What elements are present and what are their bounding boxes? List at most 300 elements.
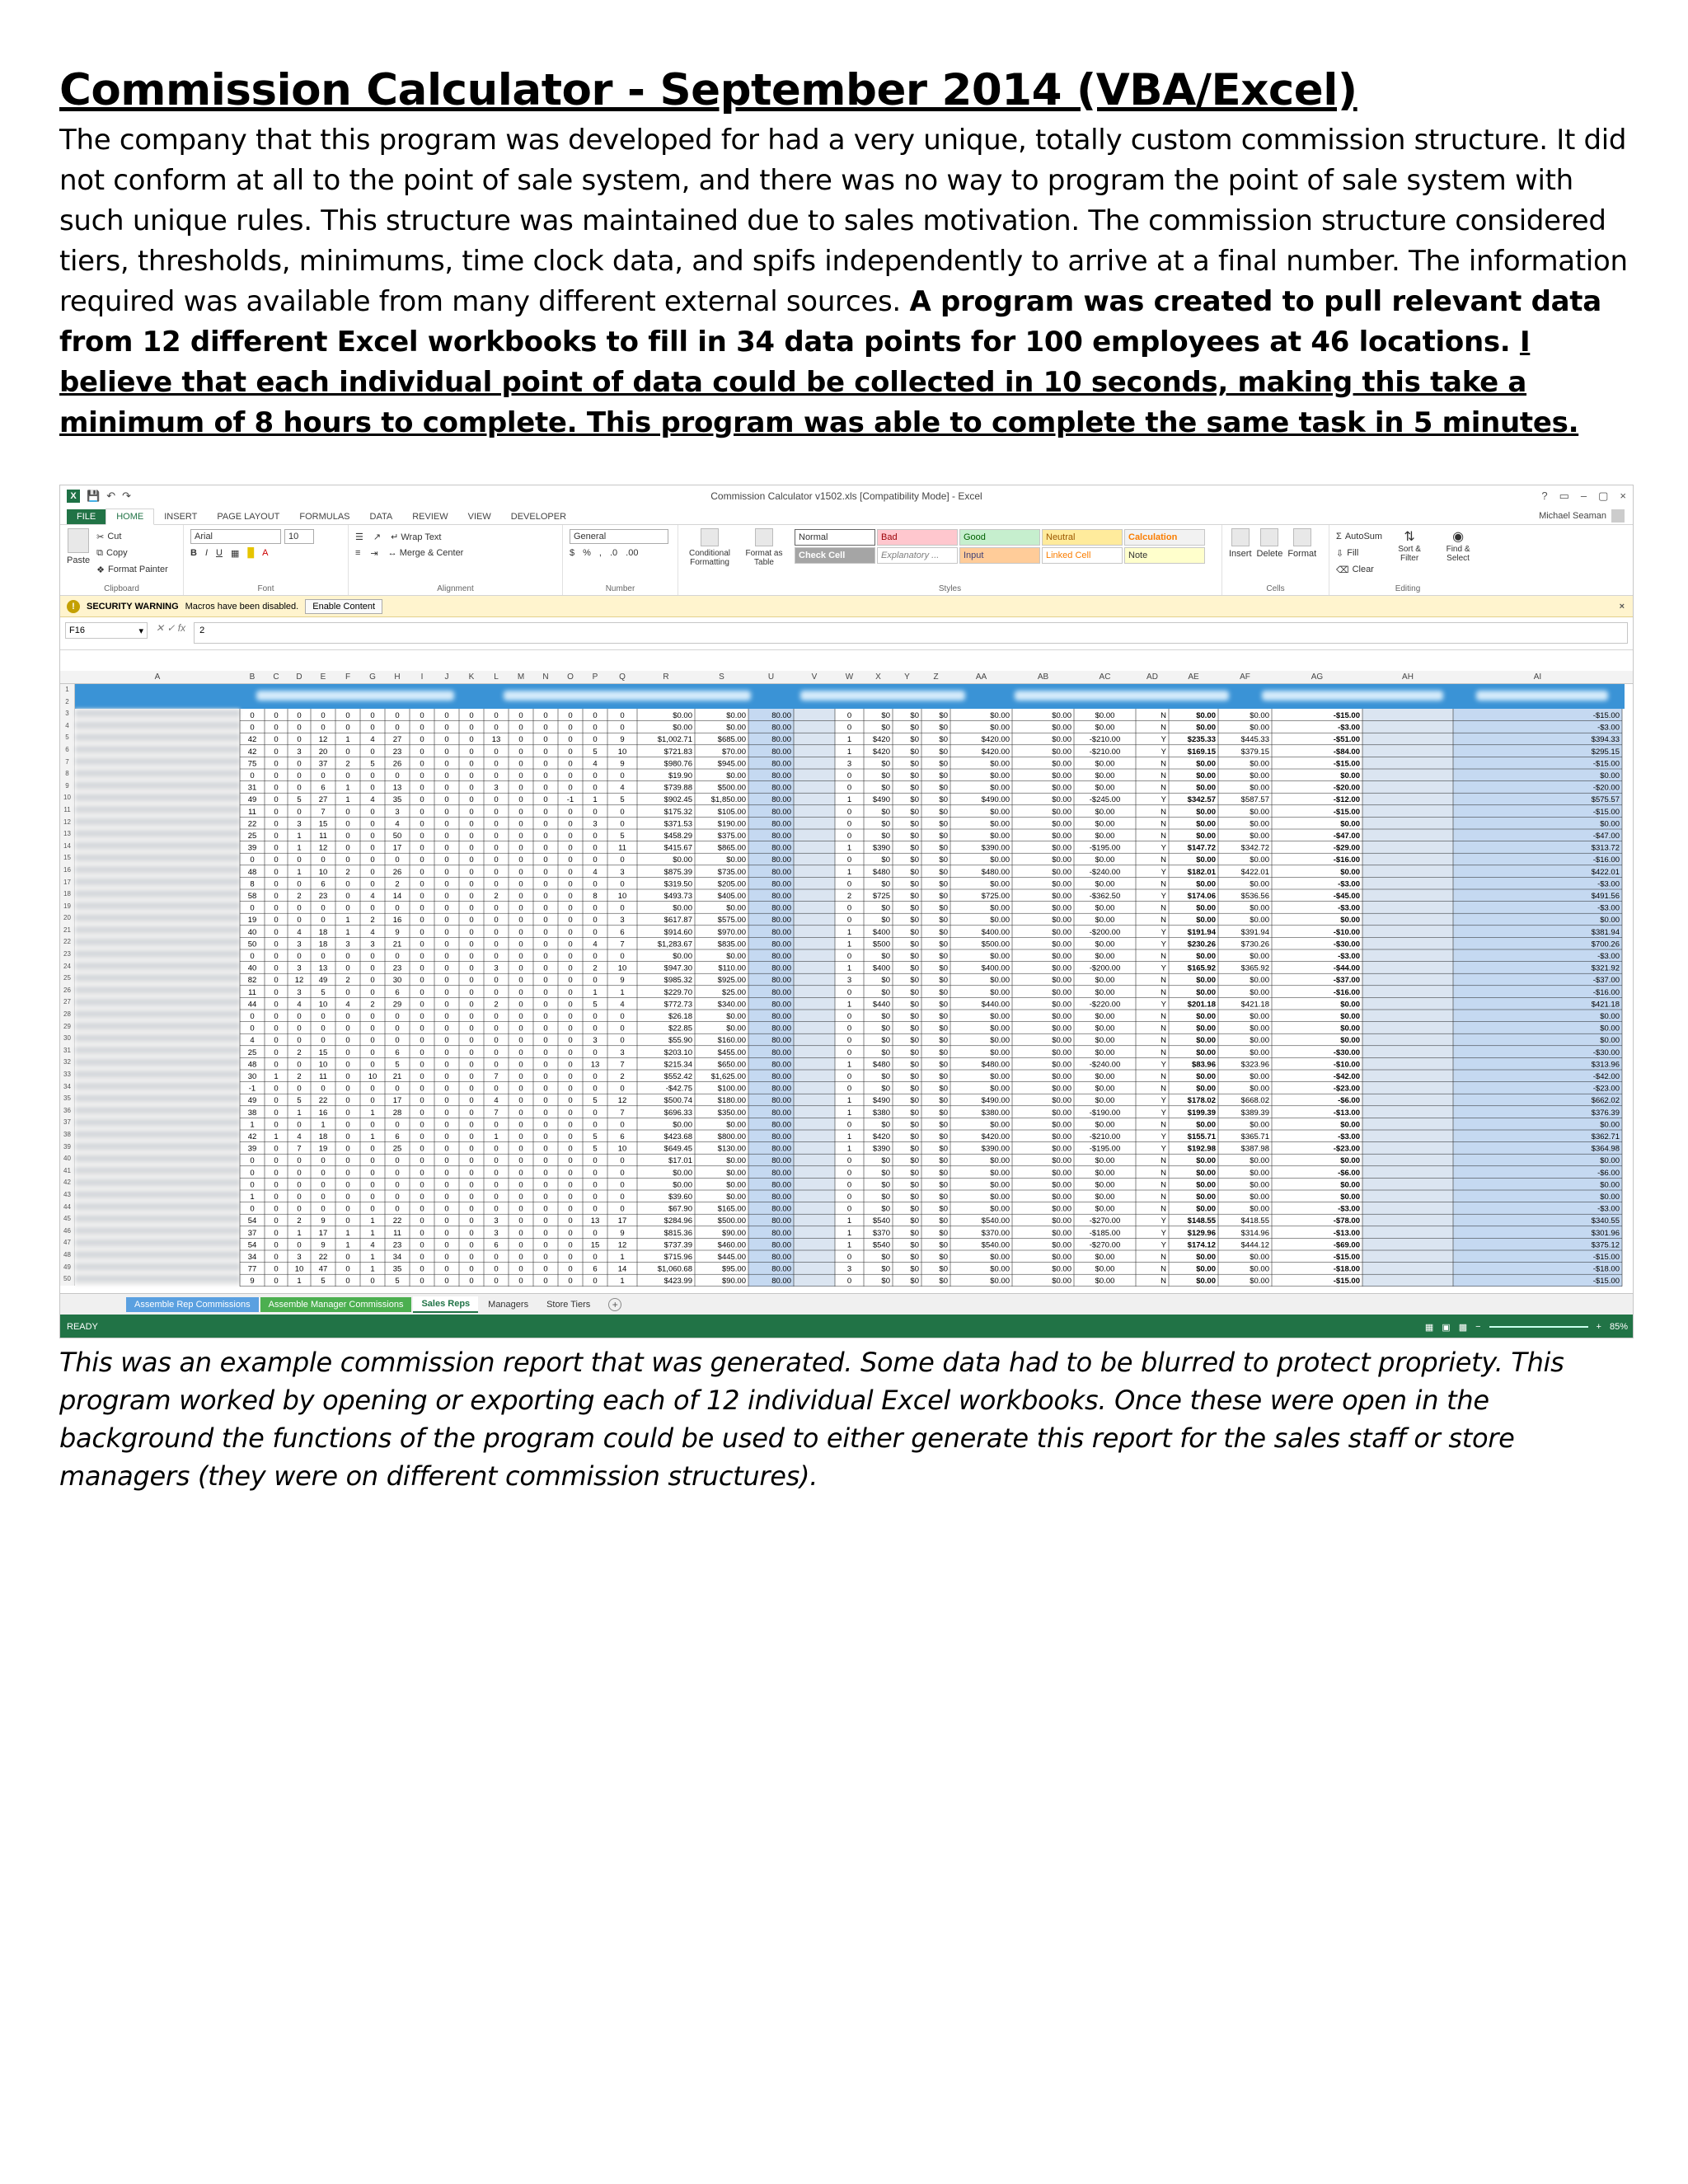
- table-cell[interactable]: 17: [617, 1216, 627, 1226]
- table-cell[interactable]: 47: [318, 1264, 328, 1274]
- table-cell[interactable]: $0.00: [990, 1277, 1010, 1286]
- table-cell[interactable]: 2: [593, 963, 598, 973]
- column-header-m[interactable]: M: [517, 673, 525, 682]
- zoom-slider[interactable]: [1489, 1326, 1588, 1328]
- table-cell[interactable]: 0: [345, 843, 350, 853]
- column-header-af[interactable]: AF: [1240, 673, 1250, 682]
- table-cell[interactable]: 0: [543, 1264, 548, 1274]
- table-cell[interactable]: $0.00: [1196, 1120, 1216, 1130]
- close-button[interactable]: ×: [1620, 490, 1626, 502]
- table-cell[interactable]: -$30.00: [1592, 1047, 1620, 1057]
- table-cell[interactable]: $342.57: [1187, 795, 1216, 805]
- copy-button[interactable]: ⧉ Copy: [96, 547, 128, 558]
- table-cell[interactable]: 0: [494, 1024, 499, 1033]
- table-cell[interactable]: $0.00: [1052, 735, 1071, 745]
- sheet-tab-assemble-rep-commissions[interactable]: Assemble Rep Commissions: [126, 1297, 259, 1312]
- table-cell[interactable]: 80.00: [771, 879, 791, 889]
- table-cell[interactable]: $0: [881, 903, 890, 913]
- table-cell[interactable]: 0: [620, 855, 625, 865]
- table-cell[interactable]: 0: [370, 723, 375, 733]
- format-cells-button[interactable]: Format: [1287, 528, 1316, 559]
- table-cell[interactable]: $420.00: [981, 735, 1010, 745]
- table-cell[interactable]: 0: [518, 952, 523, 961]
- table-cell[interactable]: 49: [247, 1096, 257, 1106]
- table-cell[interactable]: 3: [620, 916, 625, 926]
- table-cell[interactable]: $0.00: [726, 1012, 746, 1021]
- table-cell[interactable]: 1: [345, 783, 350, 793]
- column-header-s[interactable]: S: [719, 673, 724, 682]
- table-cell[interactable]: $0: [939, 1060, 948, 1070]
- table-cell[interactable]: $340.55: [1591, 1216, 1620, 1226]
- table-cell[interactable]: 80.00: [771, 1228, 791, 1238]
- table-cell[interactable]: 3: [297, 987, 302, 997]
- table-cell[interactable]: $0.00: [1052, 952, 1071, 961]
- table-cell[interactable]: 1: [846, 1132, 852, 1141]
- table-cell[interactable]: 0: [846, 711, 852, 720]
- table-cell[interactable]: 10: [617, 747, 627, 757]
- table-cell[interactable]: $0.00: [1196, 711, 1216, 720]
- table-cell[interactable]: $0.00: [990, 879, 1010, 889]
- table-cell[interactable]: 0: [518, 843, 523, 853]
- table-cell[interactable]: 0: [846, 987, 852, 997]
- table-cell[interactable]: 0: [593, 843, 598, 853]
- table-cell[interactable]: 0: [543, 976, 548, 986]
- table-cell[interactable]: 7: [494, 1108, 499, 1118]
- table-cell[interactable]: 0: [543, 1168, 548, 1178]
- table-cell[interactable]: 80.00: [771, 903, 791, 913]
- table-cell[interactable]: 0: [518, 903, 523, 913]
- table-cell[interactable]: 0: [420, 807, 424, 817]
- table-cell[interactable]: N: [1160, 1253, 1166, 1262]
- table-cell[interactable]: 0: [494, 1084, 499, 1094]
- table-cell[interactable]: $0.00: [1052, 1277, 1071, 1286]
- table-cell[interactable]: $394.33: [1591, 735, 1620, 745]
- table-cell[interactable]: 48: [247, 1060, 257, 1070]
- table-cell[interactable]: -$23.00: [1333, 1084, 1360, 1094]
- table-cell[interactable]: 6: [395, 1047, 400, 1057]
- table-cell[interactable]: $0.00: [990, 1012, 1010, 1021]
- table-cell[interactable]: 0: [593, 976, 598, 986]
- table-cell[interactable]: 0: [494, 879, 499, 889]
- table-cell[interactable]: 0: [469, 759, 474, 769]
- table-cell[interactable]: 11: [618, 843, 626, 853]
- table-cell[interactable]: $201.18: [1187, 1000, 1216, 1010]
- name-box[interactable]: F16 ▾: [65, 622, 148, 639]
- table-cell[interactable]: -$45.00: [1333, 892, 1360, 901]
- table-cell[interactable]: $0.00: [1340, 916, 1360, 926]
- table-cell[interactable]: 11: [319, 832, 327, 841]
- table-cell[interactable]: -$270.00: [1089, 1240, 1121, 1250]
- row-header[interactable]: 37: [63, 1118, 71, 1127]
- table-cell[interactable]: 0: [345, 879, 350, 889]
- table-cell[interactable]: $26.18: [668, 1012, 692, 1021]
- table-cell[interactable]: $865.00: [717, 843, 746, 853]
- table-cell[interactable]: 0: [274, 903, 279, 913]
- table-cell[interactable]: 0: [846, 1193, 852, 1202]
- table-cell[interactable]: 1: [370, 1253, 375, 1262]
- table-cell[interactable]: 9: [620, 1228, 625, 1238]
- table-cell[interactable]: 80.00: [771, 1180, 791, 1190]
- table-cell[interactable]: -$10.00: [1333, 927, 1360, 937]
- table-cell[interactable]: 0: [543, 1253, 548, 1262]
- table-cell[interactable]: 0: [444, 1168, 449, 1178]
- table-cell[interactable]: 12: [617, 1096, 627, 1106]
- table-cell[interactable]: 0: [543, 723, 548, 733]
- table-cell[interactable]: $0.00: [1196, 832, 1216, 841]
- table-cell[interactable]: $0: [881, 832, 890, 841]
- table-cell[interactable]: $0: [881, 819, 890, 829]
- table-cell[interactable]: $100.00: [717, 1084, 746, 1094]
- table-cell[interactable]: 0: [250, 1024, 255, 1033]
- table-cell[interactable]: $668.02: [1240, 1096, 1269, 1106]
- table-cell[interactable]: 0: [518, 1108, 523, 1118]
- table-cell[interactable]: $0.00: [726, 1168, 746, 1178]
- table-cell[interactable]: $490: [872, 1096, 890, 1106]
- table-cell[interactable]: $696.33: [663, 1108, 692, 1118]
- table-cell[interactable]: $0: [881, 1012, 890, 1021]
- table-cell[interactable]: $540: [872, 1240, 890, 1250]
- row-header[interactable]: 25: [63, 974, 71, 982]
- table-cell[interactable]: 0: [274, 832, 279, 841]
- table-cell[interactable]: $587.57: [1240, 795, 1269, 805]
- table-cell[interactable]: $0.00: [1250, 723, 1269, 733]
- table-cell[interactable]: 0: [345, 952, 350, 961]
- table-cell[interactable]: $0: [881, 711, 890, 720]
- table-cell[interactable]: 9: [620, 759, 625, 769]
- table-cell[interactable]: 7: [297, 1144, 302, 1154]
- table-cell[interactable]: 0: [444, 1012, 449, 1021]
- table-cell[interactable]: 0: [518, 1277, 523, 1286]
- table-cell[interactable]: 0: [846, 783, 852, 793]
- table-cell[interactable]: $0: [939, 1156, 948, 1166]
- table-cell[interactable]: 0: [568, 903, 573, 913]
- table-cell[interactable]: -$240.00: [1089, 867, 1121, 877]
- table-cell[interactable]: N: [1160, 711, 1166, 720]
- table-cell[interactable]: 2: [345, 759, 350, 769]
- row-header[interactable]: 13: [63, 830, 71, 838]
- table-cell[interactable]: 80.00: [771, 892, 791, 901]
- table-cell[interactable]: 0: [469, 807, 474, 817]
- table-cell[interactable]: 2: [494, 892, 499, 901]
- table-cell[interactable]: 0: [494, 916, 499, 926]
- table-cell[interactable]: $0.00: [1196, 1084, 1216, 1094]
- table-cell[interactable]: 5: [395, 1060, 400, 1070]
- table-cell[interactable]: N: [1160, 1024, 1166, 1033]
- table-cell[interactable]: 0: [620, 1120, 625, 1130]
- table-cell[interactable]: $0: [939, 867, 948, 877]
- row-header[interactable]: 32: [63, 1058, 71, 1066]
- table-cell[interactable]: $0.00: [1196, 783, 1216, 793]
- table-cell[interactable]: 0: [444, 1156, 449, 1166]
- table-cell[interactable]: 4: [345, 1000, 350, 1010]
- table-cell[interactable]: $323.96: [1240, 1060, 1269, 1070]
- table-cell[interactable]: N: [1160, 819, 1166, 829]
- table-cell[interactable]: 0: [420, 1084, 424, 1094]
- row-header[interactable]: 14: [63, 841, 71, 850]
- bold-button[interactable]: B: [190, 548, 197, 558]
- table-cell[interactable]: 0: [593, 1277, 598, 1286]
- table-cell[interactable]: $420: [872, 747, 890, 757]
- row-header[interactable]: 12: [63, 818, 71, 826]
- table-cell[interactable]: 0: [297, 855, 302, 865]
- fill-button[interactable]: ⇩ Fill: [1336, 548, 1359, 559]
- table-cell[interactable]: 0: [444, 879, 449, 889]
- table-cell[interactable]: 0: [444, 1253, 449, 1262]
- column-header-p[interactable]: P: [592, 673, 598, 682]
- table-cell[interactable]: 0: [543, 735, 548, 745]
- table-cell[interactable]: 0: [494, 903, 499, 913]
- table-cell[interactable]: $0.00: [1052, 711, 1071, 720]
- table-cell[interactable]: 1: [846, 747, 852, 757]
- table-cell[interactable]: 0: [370, 867, 375, 877]
- table-cell[interactable]: 49: [318, 976, 328, 986]
- table-cell[interactable]: $0: [910, 819, 919, 829]
- table-cell[interactable]: $0.00: [1250, 916, 1269, 926]
- table-cell[interactable]: $375.12: [1591, 1240, 1620, 1250]
- table-cell[interactable]: 0: [370, 952, 375, 961]
- row-header[interactable]: 49: [63, 1263, 71, 1271]
- table-cell[interactable]: 0: [250, 1204, 255, 1214]
- table-cell[interactable]: $0.00: [990, 952, 1010, 961]
- row-header[interactable]: 2: [65, 697, 69, 705]
- table-cell[interactable]: -$13.00: [1333, 1108, 1360, 1118]
- table-cell[interactable]: 4: [370, 735, 375, 745]
- table-cell[interactable]: $0.00: [1095, 1012, 1115, 1021]
- table-cell[interactable]: 0: [543, 1277, 548, 1286]
- table-cell[interactable]: $0.00: [1196, 723, 1216, 733]
- table-cell[interactable]: 0: [395, 1204, 400, 1214]
- table-cell[interactable]: $0.00: [726, 1180, 746, 1190]
- table-cell[interactable]: 0: [543, 1047, 548, 1057]
- table-cell[interactable]: 0: [420, 927, 424, 937]
- table-cell[interactable]: 0: [395, 723, 400, 733]
- table-cell[interactable]: $230.26: [1187, 940, 1216, 949]
- table-cell[interactable]: $0.00: [1095, 987, 1115, 997]
- table-cell[interactable]: 38: [247, 1108, 257, 1118]
- table-cell[interactable]: 0: [274, 1277, 279, 1286]
- table-cell[interactable]: 0: [518, 795, 523, 805]
- row-header[interactable]: 9: [65, 781, 69, 790]
- table-cell[interactable]: $174.06: [1187, 892, 1216, 901]
- table-cell[interactable]: 0: [420, 1180, 424, 1190]
- table-cell[interactable]: 0: [420, 1012, 424, 1021]
- table-cell[interactable]: $0: [881, 1084, 890, 1094]
- table-cell[interactable]: $420: [872, 735, 890, 745]
- table-cell[interactable]: 40: [247, 963, 257, 973]
- table-cell[interactable]: $0: [939, 903, 948, 913]
- table-cell[interactable]: $0.00: [1600, 1156, 1620, 1166]
- table-cell[interactable]: $0: [939, 819, 948, 829]
- table-cell[interactable]: 0: [395, 771, 400, 780]
- table-cell[interactable]: $0.00: [1095, 855, 1115, 865]
- table-cell[interactable]: $0.00: [1250, 1120, 1269, 1130]
- table-cell[interactable]: $0: [910, 1036, 919, 1046]
- table-cell[interactable]: N: [1160, 1193, 1166, 1202]
- table-cell[interactable]: $0.00: [1095, 807, 1115, 817]
- table-cell[interactable]: Y: [1160, 1144, 1166, 1154]
- table-cell[interactable]: 0: [370, 1156, 375, 1166]
- font-color-icon[interactable]: A: [262, 548, 269, 558]
- table-cell[interactable]: -$200.00: [1089, 927, 1121, 937]
- table-cell[interactable]: 80.00: [771, 807, 791, 817]
- table-cell[interactable]: 0: [620, 1156, 625, 1166]
- table-cell[interactable]: $0: [910, 723, 919, 733]
- table-cell[interactable]: $0.00: [1052, 723, 1071, 733]
- table-cell[interactable]: $0.00: [990, 1024, 1010, 1033]
- table-cell[interactable]: 15: [318, 1047, 328, 1057]
- table-cell[interactable]: 0: [345, 832, 350, 841]
- table-cell[interactable]: 0: [274, 940, 279, 949]
- table-cell[interactable]: 50: [247, 940, 257, 949]
- table-cell[interactable]: $70.00: [721, 747, 746, 757]
- table-cell[interactable]: 0: [568, 1180, 573, 1190]
- table-cell[interactable]: -$362.50: [1089, 892, 1121, 901]
- table-cell[interactable]: 4: [620, 783, 625, 793]
- table-cell[interactable]: $0.00: [1095, 1096, 1115, 1106]
- table-cell[interactable]: $0.00: [1250, 1204, 1269, 1214]
- table-cell[interactable]: 5: [297, 1096, 302, 1106]
- table-cell[interactable]: 4: [297, 1000, 302, 1010]
- table-cell[interactable]: 0: [345, 1096, 350, 1106]
- table-cell[interactable]: -$3.00: [1338, 903, 1360, 913]
- row-header[interactable]: 50: [63, 1275, 71, 1283]
- table-cell[interactable]: 0: [518, 1036, 523, 1046]
- table-cell[interactable]: 0: [469, 771, 474, 780]
- table-cell[interactable]: -$15.00: [1592, 759, 1620, 769]
- table-cell[interactable]: 0: [274, 1000, 279, 1010]
- table-cell[interactable]: $0.00: [1052, 892, 1071, 901]
- table-cell[interactable]: -$16.00: [1333, 855, 1360, 865]
- table-cell[interactable]: $0: [910, 867, 919, 877]
- table-cell[interactable]: 4: [593, 867, 598, 877]
- table-cell[interactable]: $0: [939, 1012, 948, 1021]
- table-cell[interactable]: -$3.00: [1597, 903, 1620, 913]
- table-cell[interactable]: $0: [910, 916, 919, 926]
- table-cell[interactable]: 0: [469, 1193, 474, 1202]
- table-cell[interactable]: $0.00: [1052, 987, 1071, 997]
- table-cell[interactable]: $365.71: [1240, 1132, 1269, 1141]
- table-cell[interactable]: N: [1160, 1120, 1166, 1130]
- table-cell[interactable]: -$210.00: [1089, 735, 1121, 745]
- table-cell[interactable]: 80.00: [771, 1168, 791, 1178]
- style-input[interactable]: Input: [959, 547, 1040, 564]
- table-cell[interactable]: 0: [444, 927, 449, 937]
- table-cell[interactable]: 80.00: [771, 1193, 791, 1202]
- table-cell[interactable]: 0: [593, 1120, 598, 1130]
- table-cell[interactable]: 0: [593, 832, 598, 841]
- insert-cells-button[interactable]: Insert: [1229, 528, 1252, 559]
- table-cell[interactable]: 0: [469, 1012, 474, 1021]
- table-cell[interactable]: 0: [846, 952, 852, 961]
- table-cell[interactable]: $0.00: [1052, 1144, 1071, 1154]
- table-cell[interactable]: 3: [846, 976, 852, 986]
- underline-button[interactable]: U: [216, 548, 223, 558]
- table-cell[interactable]: 13: [392, 783, 402, 793]
- table-cell[interactable]: 0: [395, 1024, 400, 1033]
- column-header-a[interactable]: A: [154, 673, 161, 682]
- table-cell[interactable]: $0.00: [1052, 1120, 1071, 1130]
- table-cell[interactable]: 0: [420, 783, 424, 793]
- table-cell[interactable]: $0.00: [1250, 976, 1269, 986]
- table-cell[interactable]: 0: [518, 723, 523, 733]
- table-cell[interactable]: 80.00: [771, 1072, 791, 1081]
- table-cell[interactable]: 0: [469, 867, 474, 877]
- table-cell[interactable]: 1: [846, 1144, 852, 1154]
- table-cell[interactable]: 0: [321, 1024, 326, 1033]
- table-cell[interactable]: 0: [846, 1204, 852, 1214]
- table-cell[interactable]: -$3.00: [1338, 879, 1360, 889]
- table-cell[interactable]: 4: [297, 927, 302, 937]
- table-cell[interactable]: 0: [568, 1024, 573, 1033]
- table-cell[interactable]: 0: [494, 1047, 499, 1057]
- table-cell[interactable]: 0: [469, 1156, 474, 1166]
- table-cell[interactable]: $0.00: [1196, 1024, 1216, 1033]
- table-cell[interactable]: 11: [319, 1072, 327, 1081]
- table-cell[interactable]: 0: [494, 832, 499, 841]
- table-cell[interactable]: 0: [568, 1120, 573, 1130]
- table-cell[interactable]: 0: [274, 855, 279, 865]
- table-cell[interactable]: $370: [872, 1228, 890, 1238]
- table-cell[interactable]: 0: [543, 1228, 548, 1238]
- table-cell[interactable]: 0: [469, 783, 474, 793]
- table-cell[interactable]: $0: [910, 1240, 919, 1250]
- help-button[interactable]: ?: [1541, 490, 1548, 502]
- table-cell[interactable]: 80.00: [771, 1084, 791, 1094]
- table-cell[interactable]: 7: [620, 1108, 625, 1118]
- table-cell[interactable]: 0: [620, 1180, 625, 1190]
- table-cell[interactable]: $575.00: [717, 916, 746, 926]
- table-cell[interactable]: 1: [250, 1193, 255, 1202]
- table-cell[interactable]: 0: [543, 1240, 548, 1250]
- table-cell[interactable]: 0: [568, 843, 573, 853]
- table-cell[interactable]: 0: [345, 1024, 350, 1033]
- table-cell[interactable]: $400.00: [981, 927, 1010, 937]
- table-cell[interactable]: 48: [247, 867, 257, 877]
- table-cell[interactable]: 0: [568, 1012, 573, 1021]
- table-cell[interactable]: 0: [370, 771, 375, 780]
- table-cell[interactable]: -$18.00: [1333, 1264, 1360, 1274]
- table-cell[interactable]: -$3.00: [1338, 1132, 1360, 1141]
- table-cell[interactable]: $0.00: [990, 1264, 1010, 1274]
- table-cell[interactable]: 2: [345, 867, 350, 877]
- table-cell[interactable]: $0: [939, 940, 948, 949]
- table-cell[interactable]: 0: [444, 1264, 449, 1274]
- table-cell[interactable]: 0: [274, 711, 279, 720]
- table-cell[interactable]: 0: [469, 1168, 474, 1178]
- table-cell[interactable]: 0: [345, 1047, 350, 1057]
- table-cell[interactable]: 0: [420, 1144, 424, 1154]
- table-cell[interactable]: 0: [518, 963, 523, 973]
- table-cell[interactable]: 0: [469, 747, 474, 757]
- table-cell[interactable]: $0: [881, 916, 890, 926]
- table-cell[interactable]: 0: [518, 783, 523, 793]
- table-cell[interactable]: N: [1160, 952, 1166, 961]
- table-cell[interactable]: $0.00: [1095, 1156, 1115, 1166]
- table-cell[interactable]: $110.00: [718, 963, 746, 973]
- autosum-button[interactable]: Σ AutoSum: [1336, 532, 1383, 541]
- table-cell[interactable]: -$37.00: [1592, 976, 1620, 986]
- table-cell[interactable]: 6: [395, 987, 400, 997]
- table-cell[interactable]: 9: [620, 976, 625, 986]
- table-cell[interactable]: 10: [368, 1072, 377, 1081]
- table-cell[interactable]: 0: [395, 1012, 400, 1021]
- table-cell[interactable]: 0: [274, 867, 279, 877]
- table-cell[interactable]: $0.00: [1600, 819, 1620, 829]
- table-cell[interactable]: 21: [392, 940, 402, 949]
- table-cell[interactable]: 0: [568, 1108, 573, 1118]
- column-header-u[interactable]: U: [767, 673, 775, 682]
- column-header-e[interactable]: E: [320, 673, 326, 682]
